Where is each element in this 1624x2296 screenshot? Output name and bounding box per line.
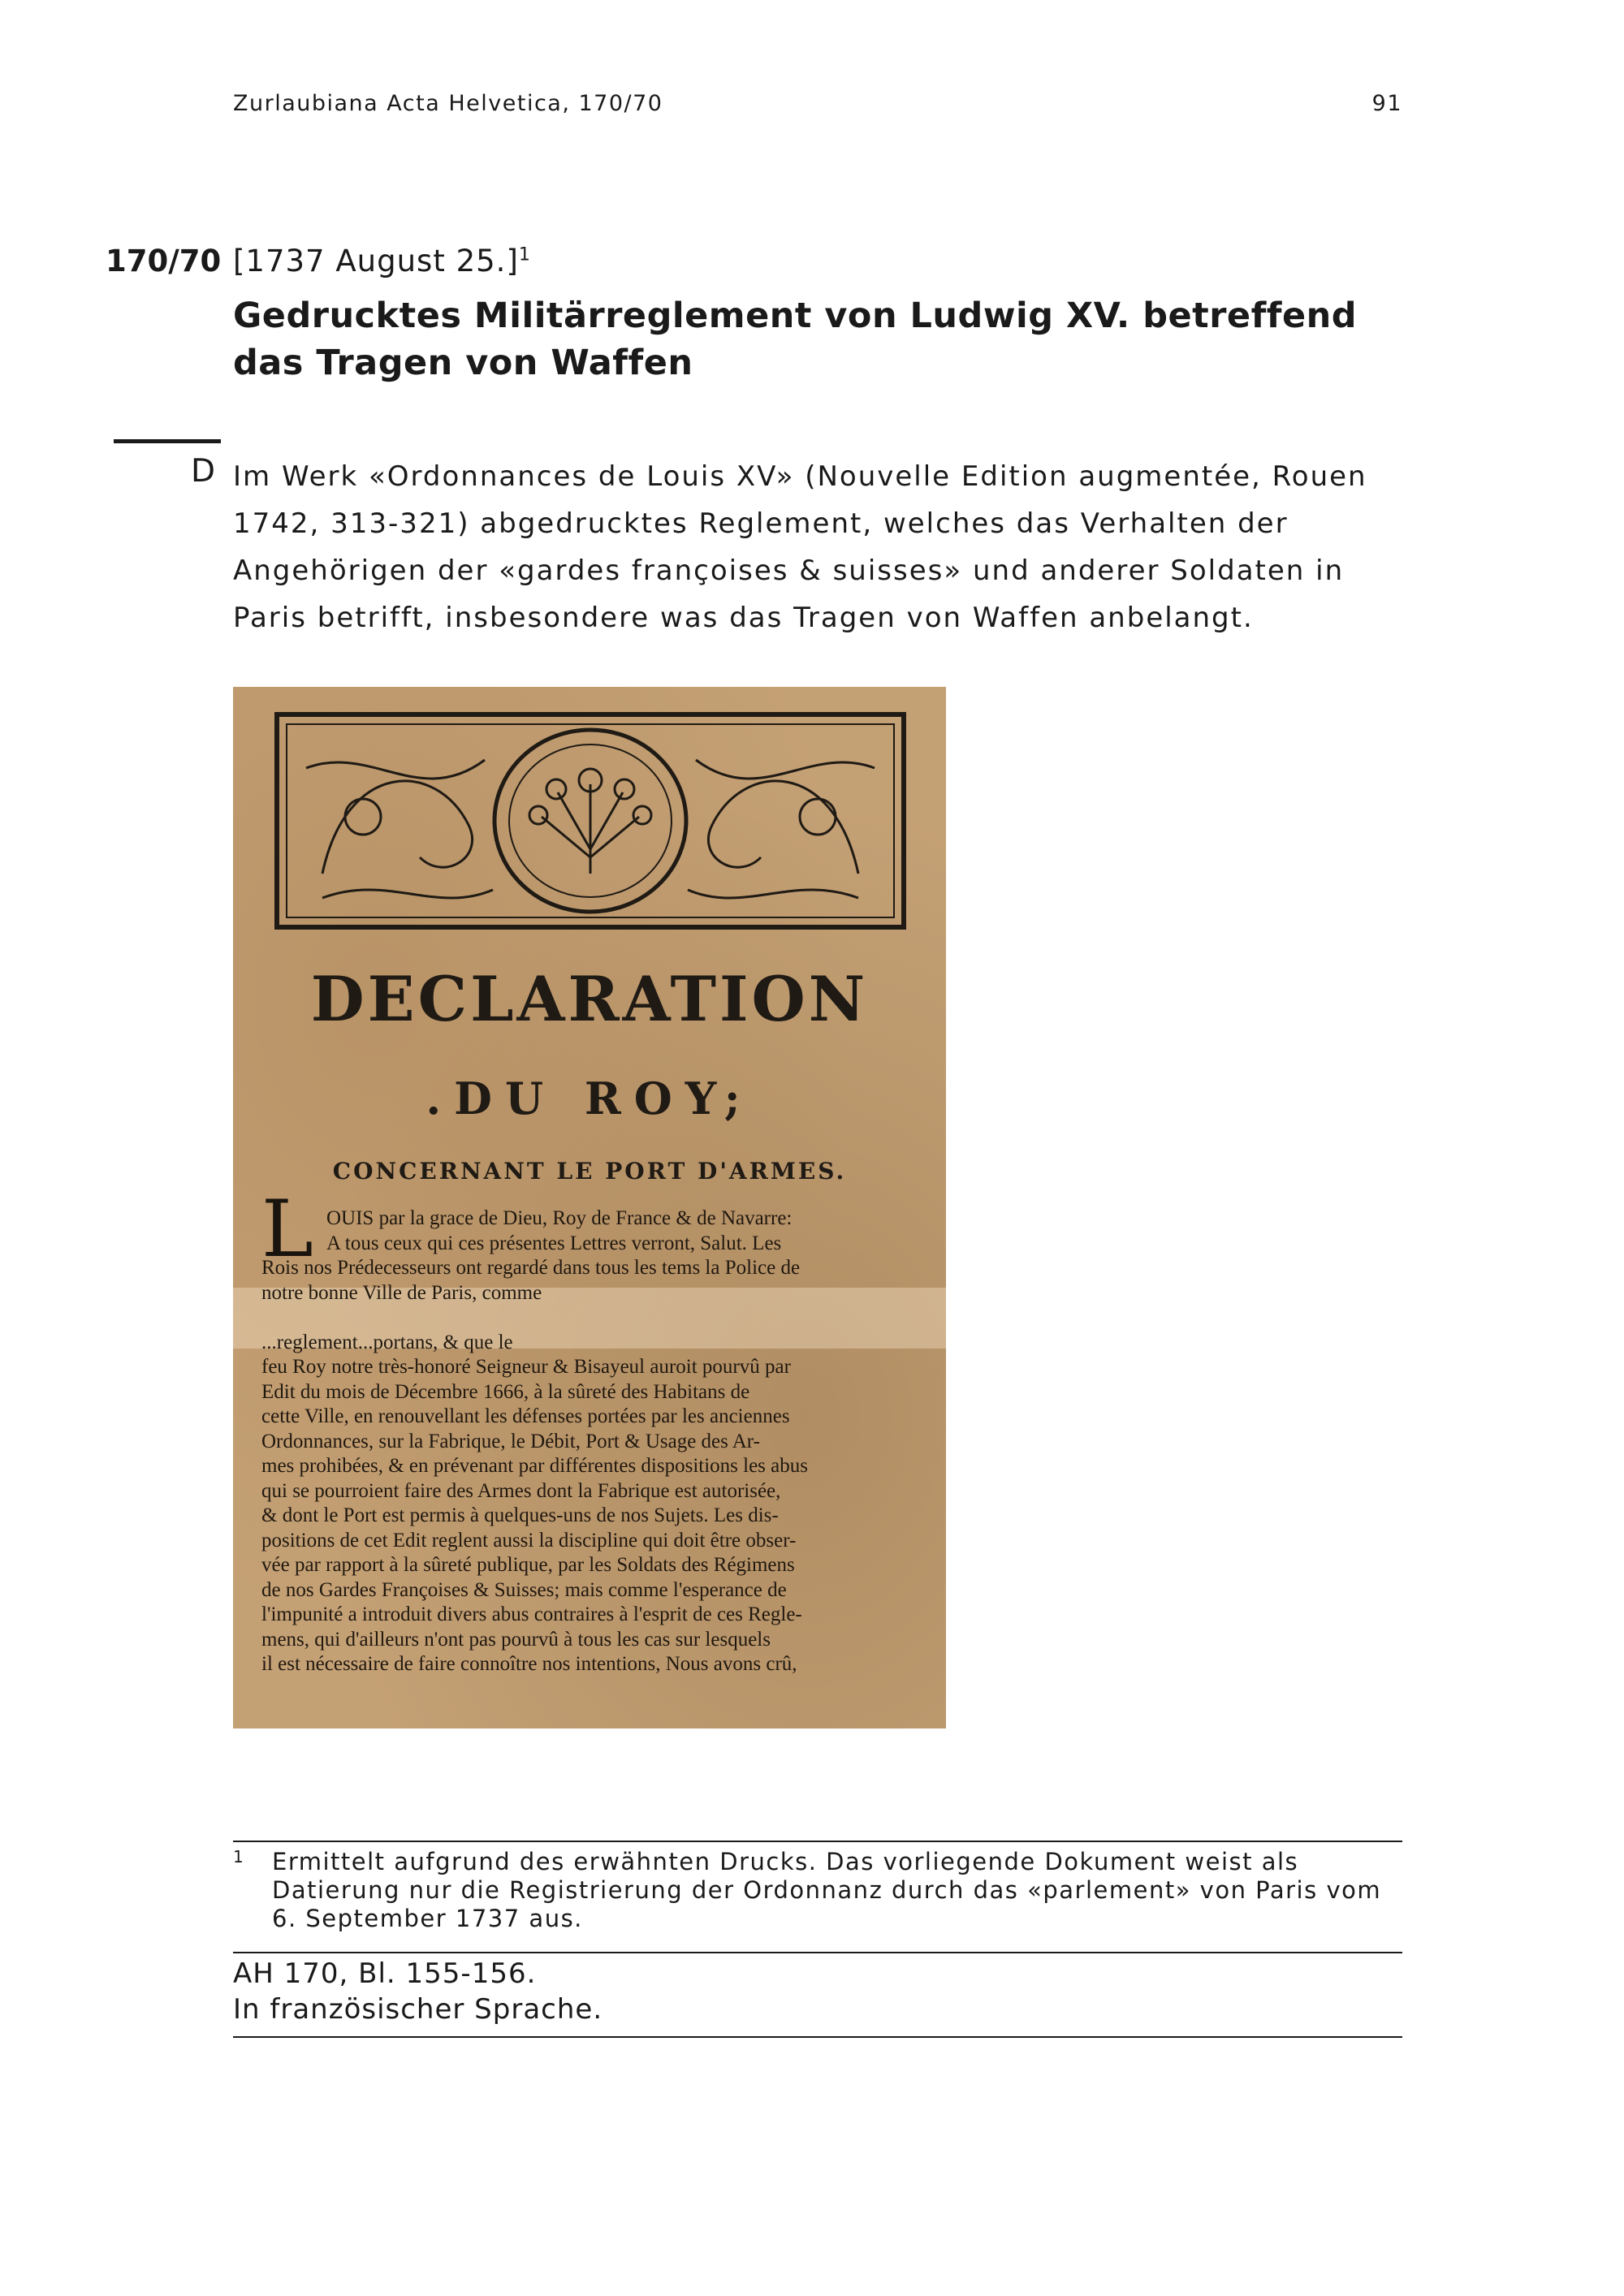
print-body [261, 1206, 927, 1677]
print-line: & dont le Port est permis à quelques-uns de nos Sujets. Les dis- [261, 1504, 779, 1526]
print-line: OUIS par la grace de Dieu, Roy de France & de Navarre: [326, 1207, 793, 1229]
print-line: positions de cet Edit reglent aussi la discipline qui doit être obser- [261, 1529, 797, 1552]
running-title: Zurlaubiana Acta Helvetica, 170/70 [233, 91, 663, 116]
print-line: qui se pourroient faire des Armes dont la Fabrique est autorisée, [261, 1479, 781, 1502]
document-description: Im Werk «Ordonnances de Louis XV» (Nouvelle Edition augmentée, Rouen 1742, 313-321) abgedrucktes Reglement, welches das Verhalten der Angehörigen der «gardes françoises & suisses» und anderer Soldaten in Paris betrifft, insbesondere was das Tragen von Waffen anbelangt. [233, 460, 1367, 634]
source-rule-top [233, 1952, 1402, 1953]
print-line [261, 1306, 927, 1331]
document-date [233, 244, 531, 278]
print-line: feu Roy notre très-honoré Seigneur & Bisayeul auroit pourvû par [261, 1356, 791, 1378]
print-line: A tous ceux qui ces présentes Lettres verront, Salut. Les [326, 1232, 782, 1254]
document-number: 170/70 [106, 244, 222, 278]
page-number: 91 [1371, 91, 1402, 116]
footnote-reference[interactable]: 1 [518, 244, 531, 265]
print-line: Rois nos Prédecesseurs ont regardé dans tous les tems la Police de [261, 1257, 801, 1279]
print-heading: DECLARATION [310, 963, 869, 1035]
print-dropcap: L [261, 1184, 313, 1275]
source-language: In französischer Sprache. [233, 1993, 603, 2026]
ornament-headpiece-icon [274, 711, 907, 930]
scanned-print-image [233, 687, 946, 1728]
print-subheading: .DU ROY; [425, 1072, 754, 1124]
footnote-rule [233, 1841, 1402, 1842]
print-line: de nos Gardes Françoises & Suisses; mais comme l'esperance de [261, 1578, 787, 1601]
source-rule-bottom [233, 2036, 1402, 2038]
section-rule [114, 439, 221, 443]
date-text: [1737 August 25.] [233, 244, 519, 278]
footnote-mark: 1 [233, 1847, 245, 1867]
print-line: l'impunité a introduit divers abus contraires à l'esprit de ces Regle- [261, 1603, 802, 1625]
document-type-marker: D [191, 453, 216, 490]
print-line: Ordonnances, sur la Fabrique, le Débit, Port & Usage des Ar- [261, 1430, 760, 1452]
print-line: mens, qui d'ailleurs n'ont pas pourvû à tous les cas sur lesquels [261, 1628, 771, 1651]
print-line: Edit du mois de Décembre 1666, à la sûreté des Habitans de [261, 1380, 750, 1403]
print-line: il est nécessaire de faire connoître nos intentions, Nous avons crû, [261, 1653, 797, 1675]
print-topic: CONCERNANT LE PORT D'ARMES. [332, 1158, 847, 1185]
source-archive-reference: AH 170, Bl. 155-156. [233, 1957, 537, 1990]
footnote-text: Ermittelt aufgrund des erwähnten Drucks. Das vorliegende Dokument weist als Datierung nur die Registrierung der Ordonnanz durch das «parlement» von Paris vom 6. September 1737 aus. [272, 1848, 1382, 1932]
source-note [233, 1956, 1402, 2027]
document-title: Gedrucktes Militärreglement von Ludwig XV. betreffend das Tragen von Waffen [233, 296, 1358, 383]
running-header [233, 91, 1402, 116]
footnote [233, 1848, 1402, 1933]
print-line: vée par rapport à la sûreté publique, par les Soldats des Régimens [261, 1554, 795, 1576]
print-line: mes prohibées, & en prévenant par différentes dispositions les abus [261, 1455, 808, 1477]
print-line: cette Ville, en renouvellant les défenses portées par les anciennes [261, 1405, 790, 1427]
print-line: ...reglement...portans, & que le [261, 1331, 513, 1353]
print-line: notre bonne Ville de Paris, comme [261, 1281, 542, 1304]
